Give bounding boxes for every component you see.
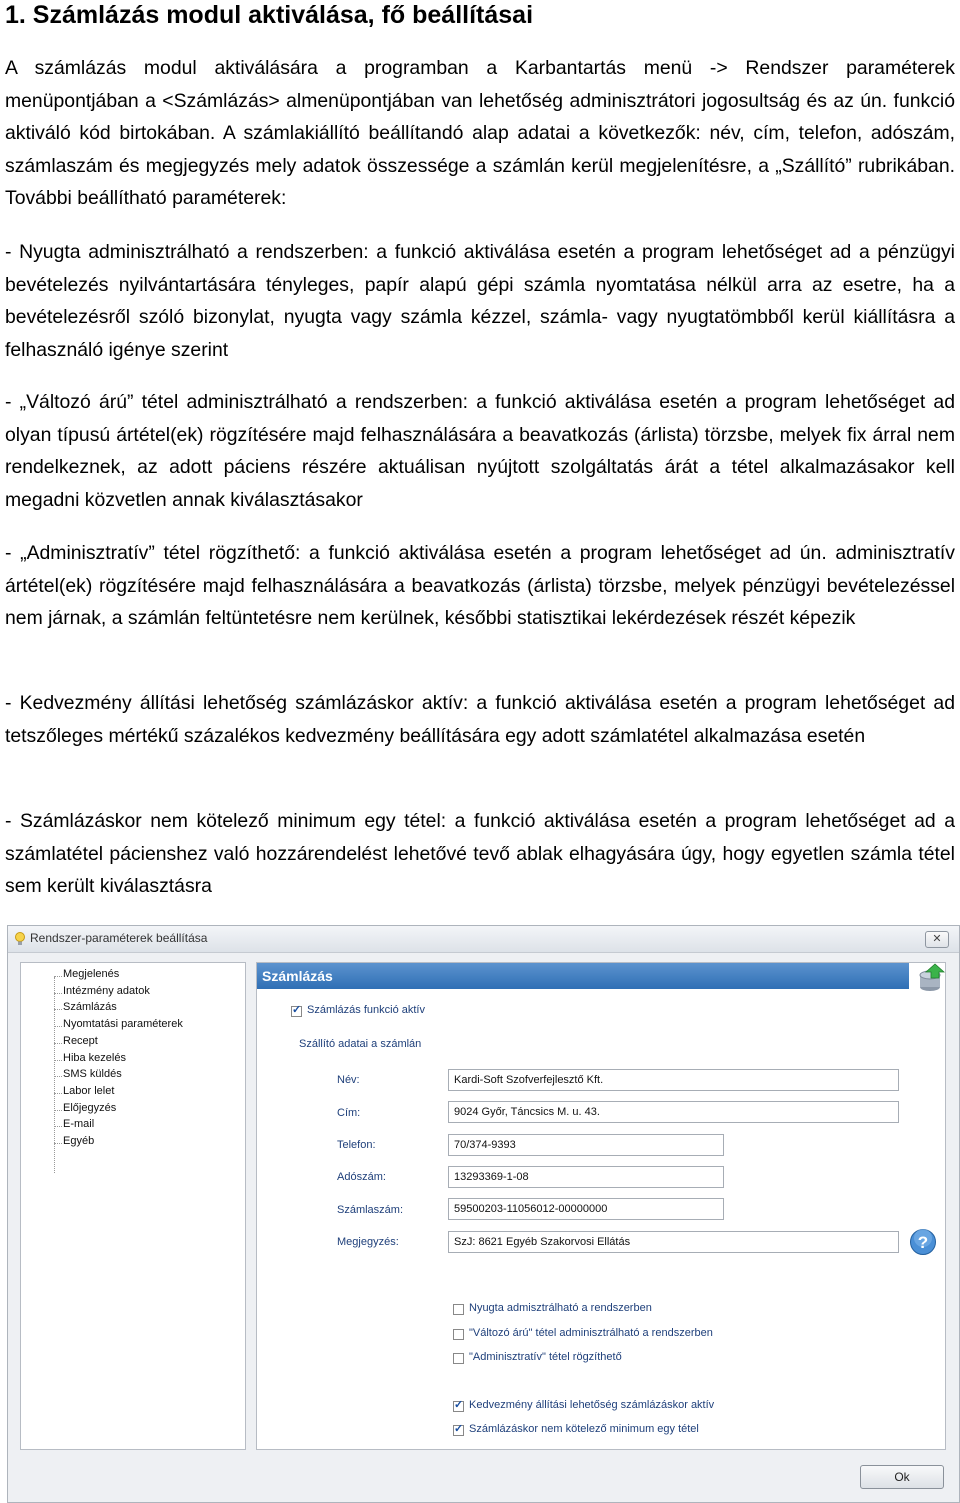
address-label: Cím: bbox=[337, 1107, 361, 1119]
paragraph-nyugta: - Nyugta adminisztrálható a rendszerben: a funkció aktiválása esetén a program lehetőséget ad a pénzügyi bevételezés nyilvántartására tényleges, papír alapú gépi számla nyomtatása nélkül arra az esetre, ha a bevételezésről szóló bizonylat, nyugta vagy számla kézzel, számla- vagy nyugtatömbből kerül kiállításra a felhasználó igénye szerint bbox=[5, 241, 955, 361]
paragraph-kedvezmeny: - Kedvezmény állítási lehetőség számlázáskor aktív: a funkció aktiválása esetén a program lehetőséget ad tetszőleges mértékű százalékos kedvezmény beállítására egy adott számlatétel alkalmazása esetén bbox=[5, 692, 955, 747]
tax-number-label: Adószám: bbox=[337, 1171, 386, 1183]
svg-text:?: ? bbox=[917, 1233, 929, 1252]
name-label: Név: bbox=[337, 1074, 360, 1086]
ok-button[interactable]: Ok bbox=[860, 1465, 944, 1489]
tree-item[interactable]: Recept bbox=[63, 1034, 98, 1047]
dialog-title: Rendszer-paraméterek beállítása bbox=[30, 931, 208, 945]
module-active-label: Számlázás funkció aktív bbox=[307, 1004, 425, 1016]
tax-number-field[interactable]: 13293369-1-08 bbox=[448, 1166, 724, 1188]
tree-connector bbox=[54, 993, 62, 994]
paragraph-min-tetel: - Számlázáskor nem kötelező minimum egy tétel: a funkció aktiválása esetén a program lehetőséget ad a számlatétel pácienshez való hozzárendelést lehetővé tevő ablak elhagyására úgy, hogy egyetlen számla tétel sem került kiválasztásra bbox=[5, 810, 955, 897]
tree-item[interactable]: E-mail bbox=[63, 1118, 95, 1131]
tree-item[interactable]: Hiba kezelés bbox=[63, 1051, 126, 1064]
lightbulb-icon bbox=[14, 932, 26, 946]
option-label: "Változó árú" tétel adminisztrálható a rendszerben bbox=[469, 1327, 713, 1339]
tree-connector bbox=[54, 1126, 62, 1127]
tree-connector bbox=[54, 1110, 62, 1111]
paragraph-valtozo-aru: - „Változó árú” tétel adminisztrálható a rendszerben: a funkció aktiválása esetén a program lehetőséget ad olyan típusú ártétel(ek) rögzítésére majd felhasználására a beavatkozás (árlista) törzsbe, melyek fix árral nem rendelkeznek, az adott páciens részére aktuálisan nyújtott szolgáltatás árát a tétel alkalmazásakor kell megadni közvetlen annak kiválasztásakor bbox=[5, 391, 955, 511]
tree-item[interactable]: Számlázás bbox=[63, 1001, 117, 1014]
intro-paragraph: A számlázás modul aktiválására a programban a Karbantartás menü -> Rendszer paraméterek menüpontjában a <Számlázás> almenüpontjában van lehetőség adminisztrátori jogosultság és az ún. funkció aktiváló kód birtokában. A számlakiállító beállítandó alap adatai a következők: név, cím, telefon, adószám, számlaszám és megjegyzés mely adatok összessége a számlán kerül megjelenítésre, a „Szállító” rubrikában. További beállítható paraméterek: bbox=[5, 57, 955, 209]
option-label: Nyugta admisztrálható a rendszerben bbox=[469, 1302, 652, 1314]
tree-connector bbox=[54, 1043, 62, 1044]
option-checkbox[interactable] bbox=[453, 1401, 464, 1412]
tree-connector bbox=[54, 1076, 62, 1077]
tree-item[interactable]: SMS küldés bbox=[63, 1068, 122, 1081]
tree-connector bbox=[54, 1026, 62, 1027]
save-database-icon[interactable] bbox=[917, 963, 945, 993]
section-heading: 1. Számlázás modul aktiválása, fő beállításai bbox=[5, 1, 534, 29]
close-button[interactable] bbox=[925, 931, 949, 948]
option-checkbox[interactable] bbox=[453, 1329, 464, 1340]
option-checkbox[interactable] bbox=[453, 1425, 464, 1436]
tree-item[interactable]: Labor lelet bbox=[63, 1084, 115, 1097]
panel-title: Számlázás bbox=[257, 963, 909, 989]
help-icon[interactable] bbox=[909, 1228, 937, 1256]
tree-connector bbox=[54, 976, 62, 977]
dialog-titlebar bbox=[8, 926, 959, 953]
name-field[interactable]: Kardi-Soft Szofverfejlesztő Kft. bbox=[448, 1069, 899, 1091]
tree-item[interactable]: Előjegyzés bbox=[63, 1101, 117, 1114]
settings-dialog bbox=[7, 925, 960, 1503]
close-icon: ✕ bbox=[932, 933, 942, 945]
tree-connector bbox=[54, 1009, 62, 1010]
address-field[interactable]: 9024 Győr, Táncsics M. u. 43. bbox=[448, 1101, 899, 1123]
paragraph-adminisztrativ: - „Adminisztratív” tétel rögzíthető: a funkció aktiválása esetén a program lehetőséget ad ún. adminisztratív ártétel(ek) rögzítésére majd felhasználására a beavatkozás (árlista) törzsbe, melyek pénzügyi bevételezéssel nem járnak, a számlán feltüntetésre nem kerülnek, későbbi statisztikai lekérdezések részét képezik bbox=[5, 542, 955, 629]
note-field[interactable]: SzJ: 8621 Egyéb Szakorvosi Ellátás bbox=[448, 1231, 899, 1253]
account-number-field[interactable]: 59500203-11056012-00000000 bbox=[448, 1198, 724, 1220]
note-label: Megjegyzés: bbox=[337, 1236, 399, 1248]
option-label: Kedvezmény állítási lehetőség számlázáskor aktív bbox=[469, 1399, 715, 1411]
option-checkbox[interactable] bbox=[453, 1304, 464, 1315]
phone-label: Telefon: bbox=[337, 1139, 376, 1151]
tree-connector bbox=[54, 1093, 62, 1094]
option-checkbox[interactable] bbox=[453, 1353, 464, 1364]
option-label: Számlázáskor nem kötelező minimum egy tétel bbox=[469, 1423, 699, 1435]
tree-item[interactable]: Intézmény adatok bbox=[63, 984, 150, 997]
tree-connector bbox=[54, 1060, 62, 1061]
tree-item[interactable]: Egyéb bbox=[63, 1135, 95, 1147]
billing-panel bbox=[256, 962, 946, 1450]
phone-field[interactable]: 70/374-9393 bbox=[448, 1134, 724, 1156]
tree-item[interactable]: Nyomtatási paraméterek bbox=[63, 1018, 183, 1031]
option-label: "Adminisztratív" tétel rögzíthető bbox=[469, 1351, 622, 1363]
supplier-section-label: Szállító adatai a számlán bbox=[299, 1038, 422, 1050]
module-active-checkbox[interactable] bbox=[291, 1006, 302, 1017]
account-number-label: Számlaszám: bbox=[337, 1204, 404, 1216]
tree-connector bbox=[54, 1143, 62, 1144]
settings-tree bbox=[20, 962, 246, 1450]
tree-item[interactable]: Megjelenés bbox=[63, 968, 120, 980]
